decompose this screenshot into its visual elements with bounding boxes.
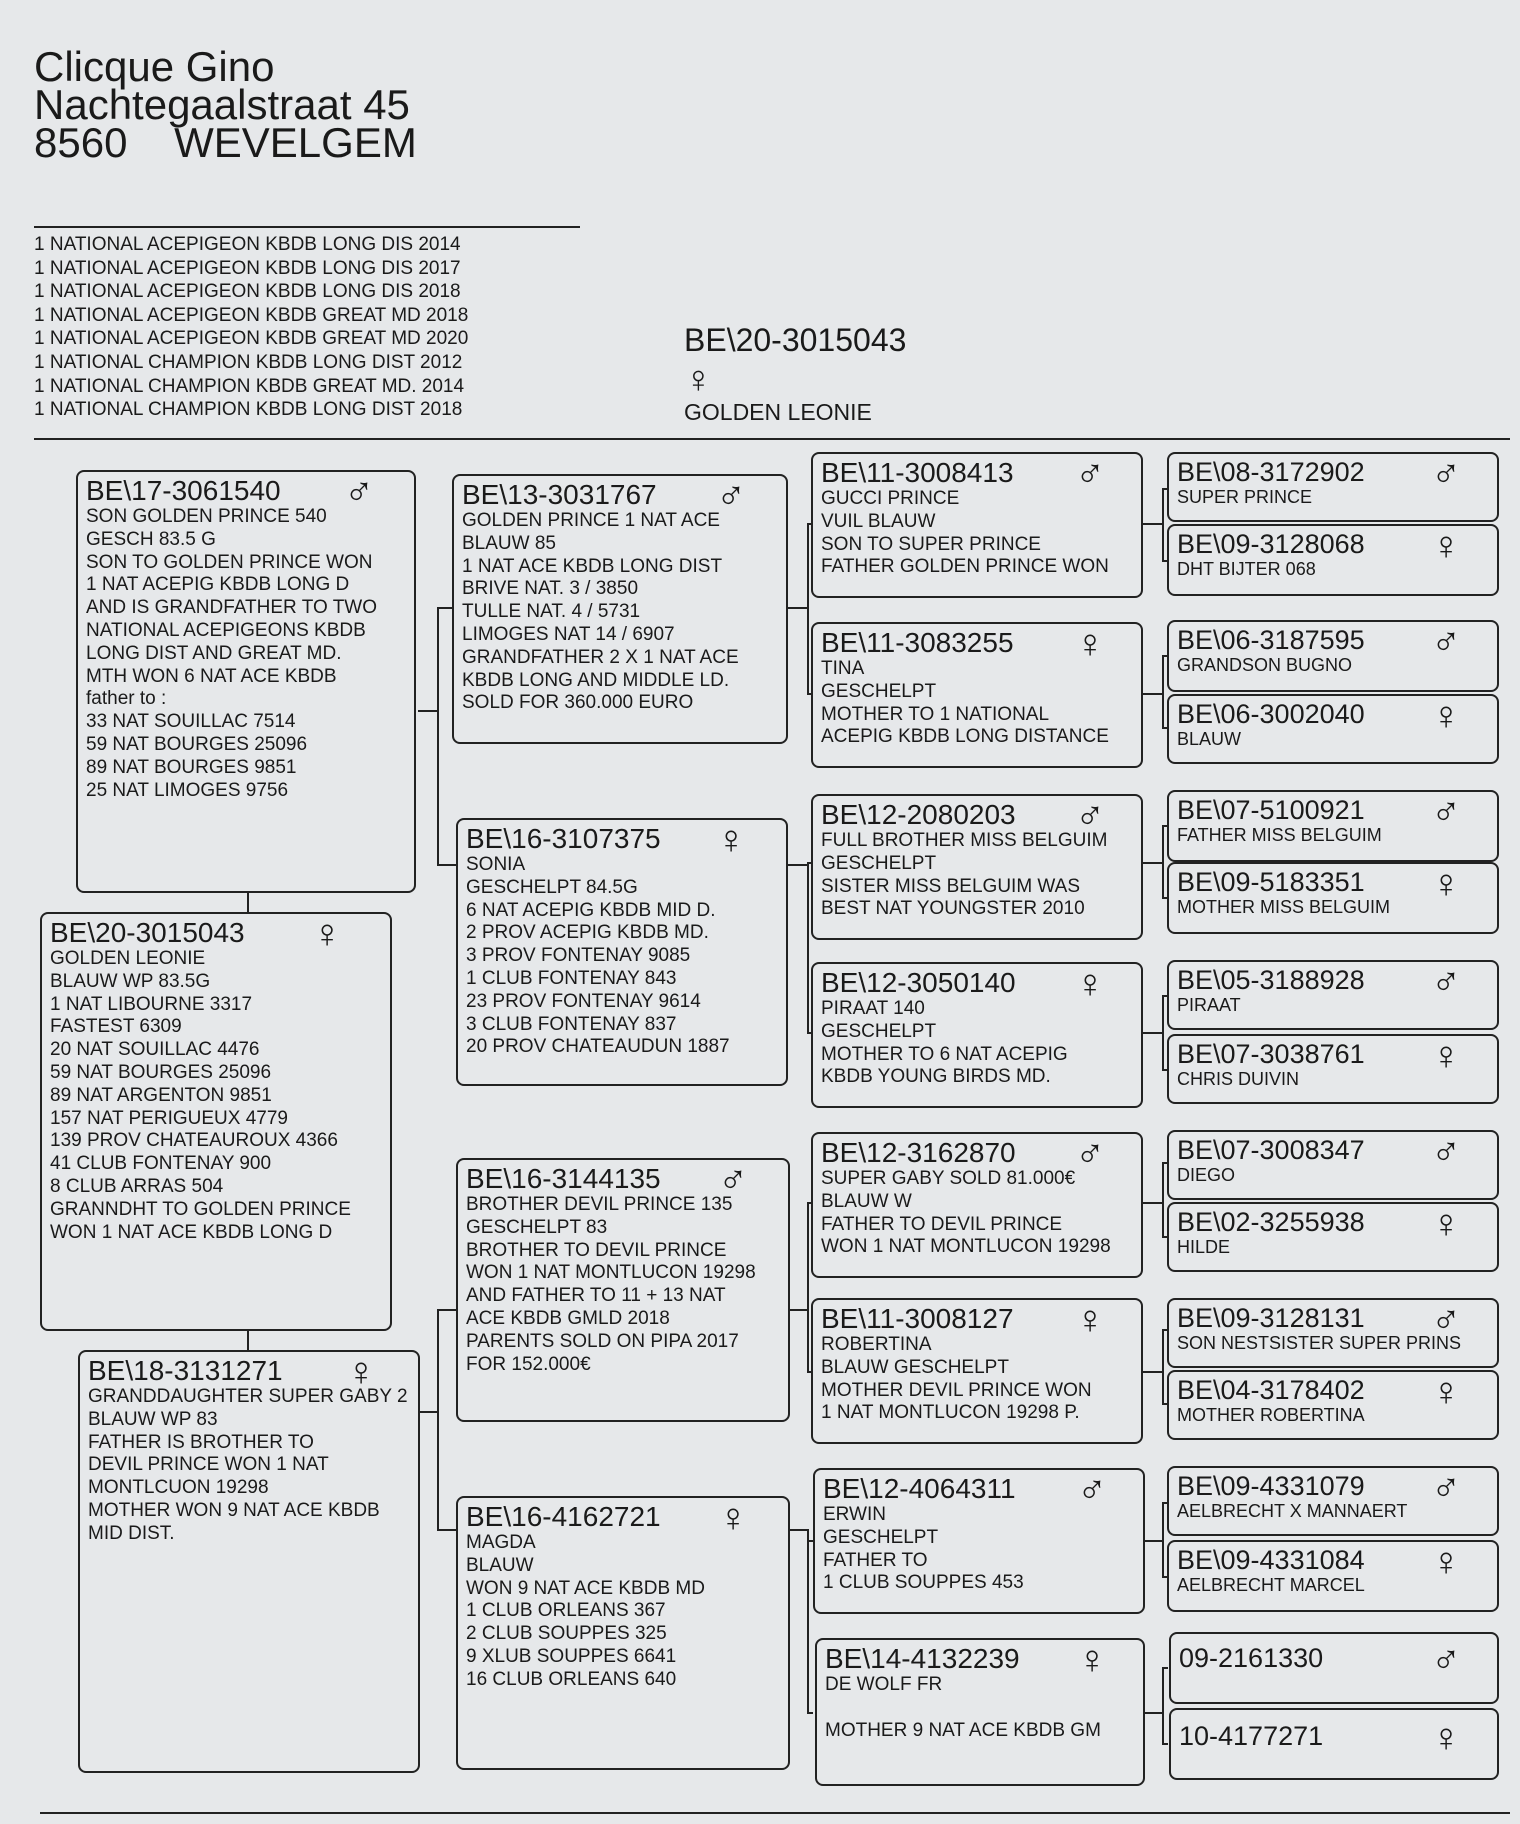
male-symbol-icon: ♂ (1431, 960, 1461, 1004)
ring-number: BE\16-4162721 (466, 1501, 661, 1532)
pedigree-card-gen3 (813, 1468, 1145, 1614)
achievement-item: 1 NATIONAL ACEPIGEON KBDB LONG DIS 2014 (34, 234, 461, 255)
male-symbol-icon: ♂ (1431, 790, 1461, 834)
detail-line: MOTHER TO 1 NATIONAL (821, 703, 1050, 725)
pedigree-card-gen4 (1169, 1632, 1499, 1704)
ring-number: BE\09-5183351 (1177, 867, 1365, 897)
female-symbol-icon: ♀ (718, 1496, 748, 1540)
male-symbol-icon: ♂ (1075, 1132, 1105, 1176)
detail-line: GESCHELPT (821, 852, 937, 874)
detail-line: BLAUW 85 (462, 532, 556, 554)
detail-line: AND FATHER TO 11 + 13 NAT (466, 1285, 726, 1307)
detail-line: 8 CLUB ARRAS 504 (50, 1175, 224, 1197)
detail-line: 157 NAT PERIGUEUX 4779 (50, 1107, 288, 1129)
detail-line: MAGDA (466, 1532, 536, 1553)
detail-line: AELBRECHT MARCEL (1177, 1575, 1365, 1595)
detail-line: 1 NAT ACEPIG KBDB LONG D (86, 574, 350, 596)
pedigree-card-gen4 (1167, 524, 1499, 596)
ring-number: BE\09-3128068 (1177, 529, 1365, 559)
ring-number: BE\06-3187595 (1177, 625, 1365, 655)
detail-line: 1 NAT LIBOURNE 3317 (50, 993, 253, 1015)
pigeon-details (466, 1532, 780, 1692)
detail-line: 2 PROV ACEPIG KBDB MD. (466, 922, 709, 944)
female-symbol-icon: ♀ (1431, 1034, 1461, 1078)
detail-line: 25 NAT LIMOGES 9756 (86, 779, 289, 801)
pedigree-card-gen4 (1167, 960, 1499, 1030)
detail-line: GESCHELPT (821, 1020, 937, 1042)
male-symbol-icon: ♂ (718, 1158, 748, 1202)
detail-line: AND IS GRANDFATHER TO TWO (86, 597, 378, 619)
pigeon-details (823, 1504, 1135, 1595)
pedigree-card-gen4 (1167, 620, 1499, 692)
pigeon-details (462, 510, 778, 715)
female-symbol-icon: ♀ (1431, 1716, 1461, 1760)
detail-line: 59 NAT BOURGES 25096 (50, 1061, 272, 1083)
achievement-item: 1 NATIONAL CHAMPION KBDB LONG DIST 2018 (34, 399, 463, 421)
detail-line: BROTHER DEVIL PRINCE 135 (466, 1194, 733, 1215)
female-symbol-icon: ♀ (716, 818, 746, 862)
detail-line: 2 CLUB SOUPPES 325 (466, 1623, 667, 1645)
detail-line: 16 CLUB ORLEANS 640 (466, 1668, 677, 1690)
pedigree-card-gen4 (1167, 1540, 1499, 1612)
detail-line: MOTHER ROBERTINA (1177, 1405, 1365, 1425)
pigeon-details (466, 1194, 780, 1376)
detail-line: NATIONAL ACEPIGEONS KBDB (86, 619, 366, 641)
achievement-item: 1 NATIONAL CHAMPION KBDB LONG DIST 2012 (34, 351, 463, 373)
ring-number: BE\07-5100921 (1177, 795, 1365, 825)
owner-name: Clicque Gino (34, 43, 275, 90)
detail-line: 89 NAT ARGENTON 9851 (50, 1084, 272, 1106)
detail-line: 1 CLUB ORLEANS 367 (466, 1600, 666, 1622)
male-symbol-icon: ♂ (1431, 1298, 1461, 1342)
ring-number: BE\07-3008347 (1177, 1135, 1365, 1165)
ring-number: BE\02-3255938 (1177, 1207, 1365, 1237)
detail-line (825, 1697, 1135, 1720)
detail-line: BLAUW WP 83.5G (50, 970, 211, 992)
detail-line: WON 9 NAT ACE KBDB MD (466, 1577, 705, 1599)
detail-line: FATHER GOLDEN PRINCE WON (821, 556, 1109, 578)
pedigree-card-maternal-grandmother (456, 1496, 790, 1770)
detail-line: KBDB YOUNG BIRDS MD. (821, 1066, 1051, 1088)
achievement-item: 1 NATIONAL ACEPIGEON KBDB LONG DIS 2018 (34, 281, 461, 303)
pigeon-details (50, 948, 382, 1244)
detail-line: LIMOGES NAT 14 / 6907 (462, 623, 675, 645)
male-symbol-icon: ♂ (1431, 620, 1461, 664)
detail-line: SONIA (466, 854, 526, 875)
detail-line: 33 NAT SOUILLAC 7514 (86, 711, 296, 733)
detail-line: 89 NAT BOURGES 9851 (86, 756, 297, 778)
detail-line: DE WOLF FR (825, 1674, 943, 1695)
detail-line: FULL BROTHER MISS BELGUIM (821, 830, 1108, 851)
female-symbol-icon: ♀ (1431, 1370, 1461, 1414)
pigeon-details (821, 830, 1133, 921)
detail-line: LONG DIST AND GREAT MD. (86, 642, 342, 664)
pedigree-card-gen4 (1167, 862, 1499, 934)
detail-line: 1 NAT ACE KBDB LONG DIST (462, 555, 723, 577)
detail-line: GRANDDAUGHTER SUPER GABY 2 (88, 1386, 408, 1407)
ring-number: BE\13-3031767 (462, 479, 657, 510)
detail-line: GOLDEN LEONIE (50, 948, 206, 969)
pigeon-details (821, 1334, 1133, 1425)
subject-name: GOLDEN LEONIE (684, 399, 872, 425)
pedigree-card-father (76, 470, 416, 893)
pedigree-card-paternal-grandfather (452, 474, 788, 744)
detail-line: KBDB LONG AND MIDDLE LD. (462, 669, 730, 691)
pedigree-card-paternal-grandmother (456, 818, 788, 1086)
detail-line: TINA (821, 658, 865, 679)
detail-line: MOTHER 9 NAT ACE KBDB GM (825, 1719, 1101, 1741)
ring-number: BE\17-3061540 (86, 475, 281, 506)
detail-line: BEST NAT YOUNGSTER 2010 (821, 898, 1085, 920)
owner-street: Nachtegaalstraat 45 (34, 81, 410, 128)
detail-line: GESCHELPT (821, 680, 937, 702)
male-symbol-icon: ♂ (1075, 794, 1105, 838)
female-symbol-icon: ♀ (1431, 1540, 1461, 1584)
achievement-item: 1 NATIONAL ACEPIGEON KBDB GREAT MD 2020 (34, 328, 469, 350)
detail-line: MOTHER MISS BELGUIM (1177, 897, 1391, 917)
ring-number: BE\12-2080203 (821, 799, 1016, 830)
ring-number: BE\16-3144135 (466, 1163, 661, 1194)
achievement-item: 1 NATIONAL CHAMPION KBDB GREAT MD. 2014 (34, 375, 465, 397)
male-symbol-icon: ♂ (716, 474, 746, 518)
detail-line: 9 XLUB SOUPPES 6641 (466, 1645, 677, 1667)
ring-number: BE\14-4132239 (825, 1643, 1020, 1674)
detail-line: 1 CLUB FONTENAY 843 (466, 967, 677, 989)
ring-number: 09-2161330 (1179, 1643, 1324, 1673)
ring-number: BE\11-3008127 (821, 1303, 1014, 1334)
detail-line: 59 NAT BOURGES 25096 (86, 733, 308, 755)
detail-line: FATHER IS BROTHER TO (88, 1431, 314, 1453)
pigeon-details (825, 1674, 1135, 1742)
ring-number: BE\06-3002040 (1177, 699, 1365, 729)
detail-line: 20 NAT SOUILLAC 4476 (50, 1039, 260, 1061)
pedigree-card-gen4 (1167, 1370, 1499, 1440)
detail-line: PARENTS SOLD ON PIPA 2017 (466, 1330, 739, 1352)
pedigree-card-gen3 (811, 622, 1143, 768)
ring-number: BE\12-3050140 (821, 967, 1016, 998)
pedigree-card-gen4 (1169, 1708, 1499, 1780)
detail-line: ERWIN (823, 1504, 886, 1525)
pedigree-card-gen4 (1167, 1130, 1499, 1200)
ring-number: BE\16-3107375 (466, 823, 661, 854)
detail-line: SON GOLDEN PRINCE 540 (86, 506, 327, 527)
pigeon-details (821, 1168, 1133, 1259)
detail-line: VUIL BLAUW (821, 510, 936, 532)
detail-line: SISTER MISS BELGUIM WAS (821, 875, 1081, 897)
detail-line: MOTHER DEVIL PRINCE WON (821, 1379, 1092, 1401)
female-symbol-icon: ♀ (1075, 962, 1105, 1006)
detail-line: WON 1 NAT MONTLUCON 19298 (466, 1262, 756, 1284)
detail-line: GOLDEN PRINCE 1 NAT ACE (462, 510, 720, 531)
pigeon-details (821, 998, 1133, 1089)
pedigree-card-gen3 (811, 452, 1143, 598)
detail-line: father to : (86, 688, 167, 710)
male-symbol-icon: ♂ (1431, 1466, 1461, 1510)
female-symbol-icon: ♀ (1431, 1202, 1461, 1246)
ring-number: BE\20-3015043 (50, 917, 245, 948)
detail-line: GUCCI PRINCE (821, 488, 960, 509)
female-symbol-icon: ♀ (1077, 1638, 1107, 1682)
ring-number: BE\09-4331079 (1177, 1471, 1365, 1501)
pedigree-card-gen4 (1167, 452, 1499, 522)
detail-line: MOTHER WON 9 NAT ACE KBDB (88, 1499, 380, 1521)
female-symbol-icon: ♀ (1431, 694, 1461, 738)
detail-line: PIRAAT (1177, 995, 1241, 1015)
ring-number: BE\11-3008413 (821, 457, 1014, 488)
detail-line: GESCH 83.5 G (86, 528, 216, 550)
male-symbol-icon: ♂ (344, 470, 374, 514)
pedigree-card-gen3 (811, 962, 1143, 1108)
detail-line: MOTHER TO 6 NAT ACEPIG (821, 1043, 1068, 1065)
female-symbol-icon: ♀ (1431, 862, 1461, 906)
pigeon-details (88, 1386, 410, 1546)
pedigree-card-maternal-grandfather (456, 1158, 790, 1422)
detail-line: PIRAAT 140 (821, 998, 925, 1019)
detail-line: BROTHER TO DEVIL PRINCE (466, 1239, 727, 1261)
detail-line: FASTEST 6309 (50, 1016, 182, 1038)
female-symbol-icon: ♀ (1075, 622, 1105, 666)
detail-line: 3 CLUB FONTENAY 837 (466, 1013, 677, 1035)
detail-line: SUPER GABY SOLD 81.000€ (821, 1168, 1076, 1189)
detail-line: HILDE (1177, 1237, 1231, 1257)
detail-line: WON 1 NAT MONTLUCON 19298 (821, 1236, 1111, 1258)
pedigree-card-gen4 (1167, 1466, 1499, 1536)
detail-line: FOR 152.000€ (466, 1353, 591, 1375)
ring-number: BE\08-3172902 (1177, 457, 1365, 487)
detail-line: DHT BIJTER 068 (1177, 559, 1316, 579)
ring-number: BE\05-3188928 (1177, 965, 1365, 995)
pedigree-card-gen4 (1167, 1034, 1499, 1104)
detail-line: SON TO SUPER PRINCE (821, 533, 1041, 555)
detail-line: BLAUW GESCHELPT (821, 1356, 1009, 1378)
female-symbol-icon: ♀ (1431, 524, 1461, 568)
ring-number: BE\09-3128131 (1177, 1303, 1365, 1333)
male-symbol-icon: ♂ (1431, 1638, 1461, 1682)
detail-line: BRIVE NAT. 3 / 3850 (462, 578, 639, 600)
detail-line: FATHER MISS BELGUIM (1177, 825, 1382, 845)
pigeon-details (821, 658, 1133, 749)
ring-number: BE\07-3038761 (1177, 1039, 1365, 1069)
pedigree-card-mother (78, 1350, 420, 1773)
detail-line: GESCHELPT 84.5G (466, 876, 638, 898)
detail-line: AELBRECHT X MANNAERT (1177, 1501, 1408, 1521)
detail-line: GESCHELPT (823, 1526, 939, 1548)
detail-line: DEVIL PRINCE WON 1 NAT (88, 1454, 329, 1476)
detail-line: 139 PROV CHATEAUROUX 4366 (50, 1130, 338, 1152)
detail-line: WON 1 NAT ACE KBDB LONG D (50, 1221, 333, 1243)
pigeon-details (86, 506, 406, 802)
detail-line: MTH WON 6 NAT ACE KBDB (86, 665, 337, 687)
detail-line: CHRIS DUIVIN (1177, 1069, 1300, 1089)
male-symbol-icon: ♂ (1431, 452, 1461, 496)
detail-line: GRANDSON BUGNO (1177, 655, 1353, 675)
female-symbol-icon: ♀ (346, 1350, 376, 1394)
pedigree-card-subject (40, 912, 392, 1331)
detail-line: BLAUW (1177, 729, 1242, 749)
male-symbol-icon: ♂ (1431, 1130, 1461, 1174)
male-symbol-icon: ♂ (1075, 452, 1105, 496)
detail-line: 6 NAT ACEPIG KBDB MID D. (466, 899, 716, 921)
female-symbol-icon: ♀ (312, 912, 342, 956)
detail-line: SON TO GOLDEN PRINCE WON (86, 551, 373, 573)
owner-city: 8560 WEVELGEM (34, 119, 417, 166)
detail-line: 1 CLUB SOUPPES 453 (823, 1572, 1024, 1594)
detail-line: FATHER TO DEVIL PRINCE (821, 1213, 1063, 1235)
ring-number: BE\18-3131271 (88, 1355, 283, 1386)
detail-line: FATHER TO (823, 1549, 928, 1571)
detail-line: MONTLCUON 19298 (88, 1477, 269, 1499)
detail-line: BLAUW WP 83 (88, 1408, 218, 1430)
detail-line: 1 NAT MONTLUCON 19298 P. (821, 1402, 1080, 1424)
pedigree-card-gen4 (1167, 790, 1499, 862)
detail-line: MID DIST. (88, 1522, 175, 1544)
detail-line: DIEGO (1177, 1165, 1236, 1185)
ring-number: BE\12-4064311 (823, 1473, 1016, 1504)
pedigree-card-gen4 (1167, 1298, 1499, 1368)
detail-line: BLAUW (466, 1554, 534, 1576)
pedigree-card-gen3 (815, 1638, 1145, 1786)
detail-line: ACEPIG KBDB LONG DISTANCE (821, 726, 1109, 748)
pedigree-card-gen3 (811, 794, 1143, 940)
pedigree-card-gen3 (811, 1132, 1143, 1278)
achievement-item: 1 NATIONAL ACEPIGEON KBDB GREAT MD 2018 (34, 304, 469, 326)
detail-line: GRANDFATHER 2 X 1 NAT ACE (462, 646, 739, 668)
detail-line: 23 PROV FONTENAY 9614 (466, 990, 701, 1012)
detail-line: SUPER PRINCE (1177, 487, 1313, 507)
pedigree-card-gen4 (1167, 694, 1499, 764)
pigeon-details (466, 854, 778, 1059)
ring-number: 10-4177271 (1179, 1721, 1324, 1751)
female-symbol-icon: ♀ (1075, 1298, 1105, 1342)
female-symbol-icon: ♀ (684, 359, 713, 401)
detail-line: TULLE NAT. 4 / 5731 (462, 601, 641, 623)
male-symbol-icon: ♂ (1077, 1468, 1107, 1512)
detail-line: 3 PROV FONTENAY 9085 (466, 945, 691, 967)
ring-number: BE\11-3083255 (821, 627, 1014, 658)
detail-line: SON NESTSISTER SUPER PRINS (1177, 1333, 1462, 1353)
detail-line: ROBERTINA (821, 1334, 932, 1355)
pedigree-card-gen3 (811, 1298, 1143, 1444)
pedigree-card-gen4 (1167, 1202, 1499, 1272)
ring-number: BE\04-3178402 (1177, 1375, 1365, 1405)
detail-line: GESCHELPT 83 (466, 1216, 608, 1238)
ring-number: BE\12-3162870 (821, 1137, 1016, 1168)
detail-line: SOLD FOR 360.000 EURO (462, 692, 694, 714)
pigeon-details (821, 488, 1133, 579)
achievement-item: 1 NATIONAL ACEPIGEON KBDB LONG DIS 2017 (34, 257, 461, 279)
detail-line: GRANNDHT TO GOLDEN PRINCE (50, 1198, 351, 1220)
detail-line: 20 PROV CHATEAUDUN 1887 (466, 1036, 730, 1058)
detail-line: BLAUW W (821, 1190, 912, 1212)
ring-number: BE\09-4331084 (1177, 1545, 1365, 1575)
detail-line: ACE KBDB GMLD 2018 (466, 1307, 670, 1329)
subject-ring-number: BE\20-3015043 (684, 322, 907, 358)
detail-line: 41 CLUB FONTENAY 900 (50, 1153, 272, 1175)
